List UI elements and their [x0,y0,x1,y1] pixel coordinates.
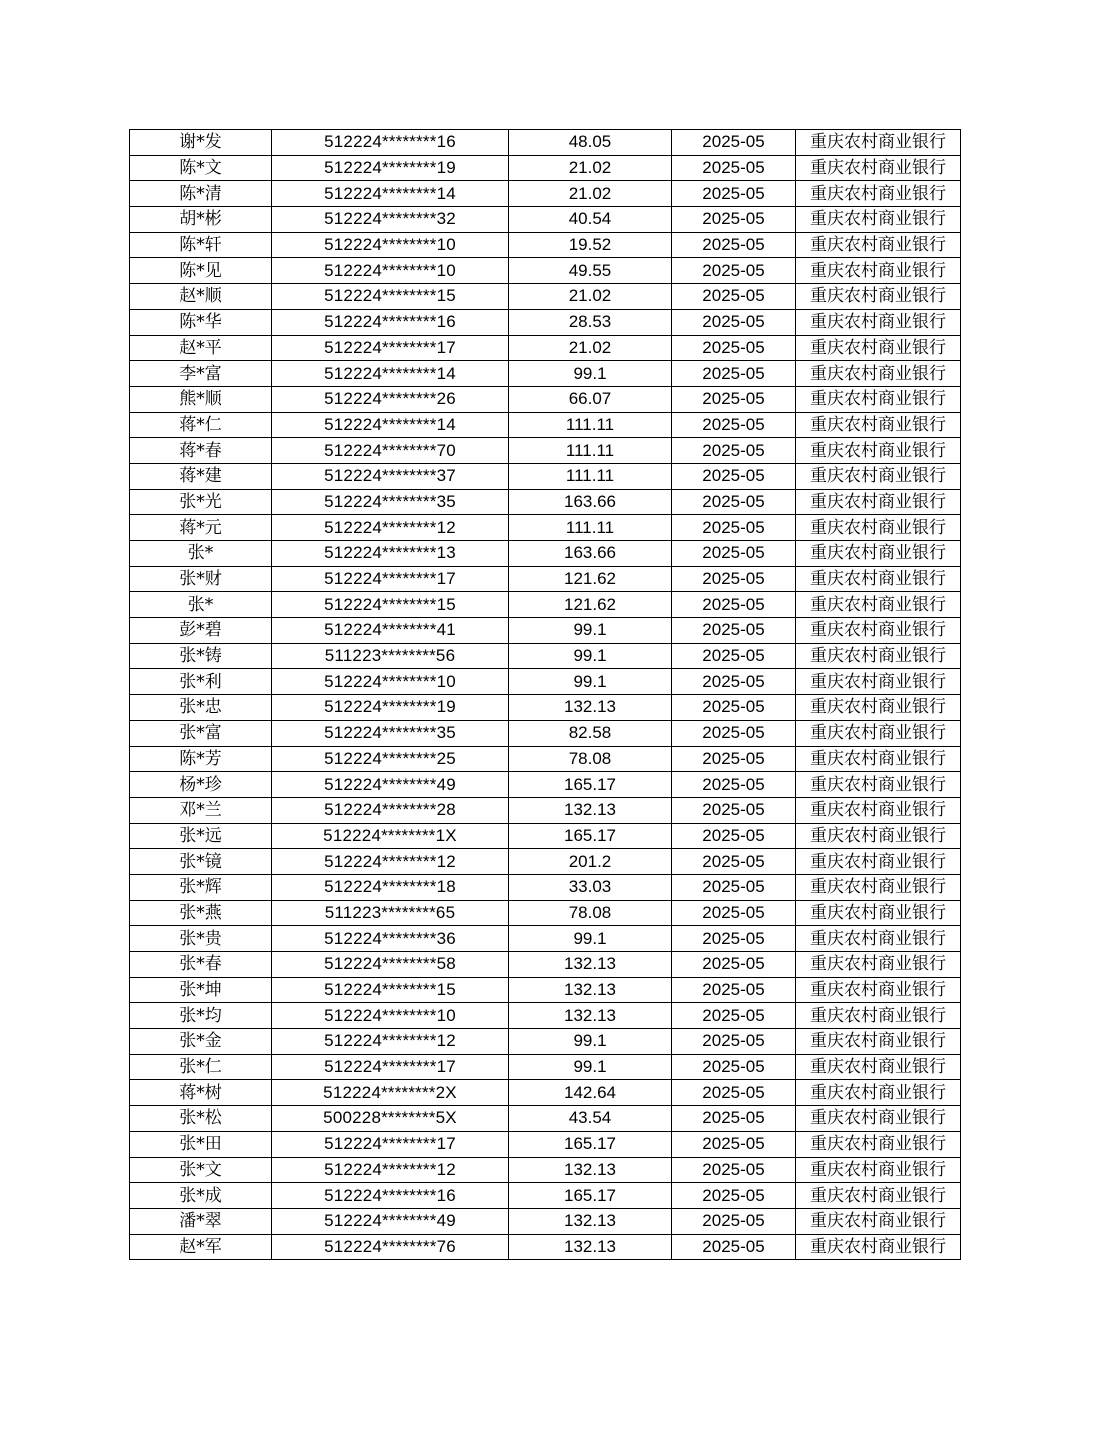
table-row [130,1080,961,1106]
table-row [130,849,961,875]
cell-name: 李*富 [130,361,272,387]
cell-id-number: 512224********10 [272,232,509,258]
cell-amount: 121.62 [509,592,672,618]
cell-id-number: 512224********10 [272,1003,509,1029]
cell-bank: 重庆农村商业银行 [796,130,961,156]
table-row [130,207,961,233]
cell-id-number: 512224********36 [272,926,509,952]
cell-name: 张*均 [130,1003,272,1029]
cell-bank: 重庆农村商业银行 [796,1157,961,1183]
table-row [130,335,961,361]
cell-amount: 99.1 [509,618,672,644]
table-row [130,515,961,541]
cell-id-number: 500228********5X [272,1106,509,1132]
cell-bank: 重庆农村商业银行 [796,361,961,387]
cell-id-number: 512224********13 [272,541,509,567]
cell-name: 蒋*春 [130,438,272,464]
cell-amount: 43.54 [509,1106,672,1132]
cell-amount: 142.64 [509,1080,672,1106]
cell-bank: 重庆农村商业银行 [796,669,961,695]
cell-id-number: 512224********76 [272,1234,509,1260]
cell-amount: 163.66 [509,489,672,515]
cell-period: 2025-05 [672,1208,796,1234]
cell-period: 2025-05 [672,849,796,875]
cell-id-number: 512224********28 [272,797,509,823]
cell-bank: 重庆农村商业银行 [796,592,961,618]
cell-amount: 78.08 [509,746,672,772]
cell-id-number: 512224********35 [272,720,509,746]
table-row [130,823,961,849]
cell-name: 彭*碧 [130,618,272,644]
table-row [130,284,961,310]
cell-name: 张*远 [130,823,272,849]
cell-name: 蒋*建 [130,463,272,489]
table-row [130,258,961,284]
cell-name: 潘*翠 [130,1208,272,1234]
cell-id-number: 512224********41 [272,618,509,644]
cell-name: 张*燕 [130,900,272,926]
cell-id-number: 512224********58 [272,952,509,978]
cell-name: 赵*平 [130,335,272,361]
cell-amount: 163.66 [509,541,672,567]
cell-bank: 重庆农村商业银行 [796,849,961,875]
table-row [130,618,961,644]
cell-id-number: 512224********10 [272,258,509,284]
table-row [130,669,961,695]
cell-period: 2025-05 [672,695,796,721]
cell-bank: 重庆农村商业银行 [796,746,961,772]
cell-id-number: 511223********56 [272,643,509,669]
cell-name: 张*成 [130,1183,272,1209]
cell-amount: 121.62 [509,566,672,592]
cell-period: 2025-05 [672,1054,796,1080]
cell-id-number: 512224********12 [272,849,509,875]
cell-bank: 重庆农村商业银行 [796,284,961,310]
cell-id-number: 512224********15 [272,977,509,1003]
cell-id-number: 512224********2X [272,1080,509,1106]
cell-period: 2025-05 [672,977,796,1003]
table-row [130,1208,961,1234]
cell-amount: 99.1 [509,643,672,669]
cell-period: 2025-05 [672,720,796,746]
cell-period: 2025-05 [672,258,796,284]
cell-name: 张*松 [130,1106,272,1132]
cell-period: 2025-05 [672,284,796,310]
cell-bank: 重庆农村商业银行 [796,874,961,900]
cell-id-number: 512224********14 [272,181,509,207]
cell-amount: 78.08 [509,900,672,926]
cell-name: 张* [130,592,272,618]
cell-bank: 重庆农村商业银行 [796,1234,961,1260]
cell-bank: 重庆农村商业银行 [796,618,961,644]
cell-period: 2025-05 [672,874,796,900]
cell-id-number: 512224********16 [272,130,509,156]
subsidy-roster-table [129,129,961,1260]
cell-period: 2025-05 [672,952,796,978]
cell-amount: 111.11 [509,515,672,541]
cell-period: 2025-05 [672,309,796,335]
cell-id-number: 512224********35 [272,489,509,515]
cell-bank: 重庆农村商业银行 [796,772,961,798]
cell-period: 2025-05 [672,746,796,772]
table-row [130,155,961,181]
cell-id-number: 512224********49 [272,772,509,798]
cell-bank: 重庆农村商业银行 [796,900,961,926]
cell-name: 蒋*仁 [130,412,272,438]
cell-period: 2025-05 [672,438,796,464]
table-row [130,232,961,258]
table-row [130,489,961,515]
cell-bank: 重庆农村商业银行 [796,386,961,412]
table-row [130,386,961,412]
cell-amount: 66.07 [509,386,672,412]
cell-period: 2025-05 [672,592,796,618]
cell-name: 张*忠 [130,695,272,721]
cell-amount: 111.11 [509,438,672,464]
cell-id-number: 512224********16 [272,309,509,335]
cell-amount: 48.05 [509,130,672,156]
table-row [130,412,961,438]
cell-bank: 重庆农村商业银行 [796,541,961,567]
cell-name: 陈*华 [130,309,272,335]
cell-amount: 132.13 [509,977,672,1003]
table-row [130,1003,961,1029]
cell-period: 2025-05 [672,463,796,489]
cell-amount: 49.55 [509,258,672,284]
cell-amount: 99.1 [509,1054,672,1080]
table-row [130,1234,961,1260]
cell-period: 2025-05 [672,1131,796,1157]
table-row [130,952,961,978]
cell-name: 陈*轩 [130,232,272,258]
cell-amount: 132.13 [509,1234,672,1260]
cell-period: 2025-05 [672,489,796,515]
cell-id-number: 512224********16 [272,1183,509,1209]
cell-period: 2025-05 [672,1003,796,1029]
cell-name: 陈*芳 [130,746,272,772]
cell-period: 2025-05 [672,797,796,823]
cell-bank: 重庆农村商业银行 [796,643,961,669]
cell-id-number: 512224********1X [272,823,509,849]
cell-amount: 99.1 [509,361,672,387]
table-row [130,695,961,721]
cell-amount: 33.03 [509,874,672,900]
cell-amount: 132.13 [509,1157,672,1183]
cell-name: 张*坤 [130,977,272,1003]
cell-bank: 重庆农村商业银行 [796,1183,961,1209]
table-row [130,130,961,156]
cell-id-number: 512224********32 [272,207,509,233]
cell-period: 2025-05 [672,643,796,669]
cell-amount: 28.53 [509,309,672,335]
cell-period: 2025-05 [672,1080,796,1106]
cell-id-number: 512224********15 [272,592,509,618]
table-row [130,1106,961,1132]
cell-bank: 重庆农村商业银行 [796,1131,961,1157]
cell-amount: 132.13 [509,952,672,978]
cell-name: 张*文 [130,1157,272,1183]
table-row [130,746,961,772]
cell-period: 2025-05 [672,130,796,156]
cell-bank: 重庆农村商业银行 [796,566,961,592]
cell-bank: 重庆农村商业银行 [796,1054,961,1080]
cell-name: 赵*军 [130,1234,272,1260]
cell-name: 张*田 [130,1131,272,1157]
cell-period: 2025-05 [672,566,796,592]
cell-name: 谢*发 [130,130,272,156]
table-row [130,361,961,387]
cell-amount: 132.13 [509,1003,672,1029]
cell-period: 2025-05 [672,772,796,798]
cell-bank: 重庆农村商业银行 [796,258,961,284]
cell-period: 2025-05 [672,181,796,207]
cell-name: 张*贵 [130,926,272,952]
table-row [130,566,961,592]
table-row [130,1029,961,1055]
cell-bank: 重庆农村商业银行 [796,181,961,207]
cell-bank: 重庆农村商业银行 [796,1106,961,1132]
table-row [130,797,961,823]
cell-name: 张*镜 [130,849,272,875]
cell-amount: 19.52 [509,232,672,258]
table-row [130,926,961,952]
roster-table-body [130,130,961,1260]
cell-name: 蒋*树 [130,1080,272,1106]
cell-id-number: 512224********19 [272,695,509,721]
cell-amount: 82.58 [509,720,672,746]
cell-amount: 21.02 [509,155,672,181]
table-row [130,541,961,567]
cell-period: 2025-05 [672,1157,796,1183]
cell-id-number: 512224********12 [272,515,509,541]
cell-bank: 重庆农村商业银行 [796,977,961,1003]
cell-amount: 165.17 [509,823,672,849]
cell-period: 2025-05 [672,412,796,438]
cell-id-number: 512224********14 [272,412,509,438]
cell-period: 2025-05 [672,335,796,361]
cell-period: 2025-05 [672,1029,796,1055]
cell-bank: 重庆农村商业银行 [796,1003,961,1029]
cell-amount: 21.02 [509,284,672,310]
table-row [130,1157,961,1183]
cell-period: 2025-05 [672,1183,796,1209]
cell-period: 2025-05 [672,926,796,952]
cell-id-number: 512224********12 [272,1029,509,1055]
cell-name: 赵*顺 [130,284,272,310]
cell-name: 陈*清 [130,181,272,207]
cell-id-number: 512224********10 [272,669,509,695]
cell-bank: 重庆农村商业银行 [796,926,961,952]
cell-amount: 165.17 [509,1131,672,1157]
cell-name: 熊*顺 [130,386,272,412]
table-row [130,438,961,464]
cell-period: 2025-05 [672,207,796,233]
cell-name: 张*富 [130,720,272,746]
table-row [130,1054,961,1080]
cell-name: 张*财 [130,566,272,592]
cell-period: 2025-05 [672,618,796,644]
cell-id-number: 512224********17 [272,1054,509,1080]
cell-bank: 重庆农村商业银行 [796,797,961,823]
cell-bank: 重庆农村商业银行 [796,695,961,721]
cell-bank: 重庆农村商业银行 [796,155,961,181]
cell-period: 2025-05 [672,823,796,849]
cell-name: 胡*彬 [130,207,272,233]
cell-amount: 99.1 [509,926,672,952]
cell-id-number: 512224********17 [272,1131,509,1157]
cell-bank: 重庆农村商业银行 [796,232,961,258]
cell-amount: 111.11 [509,412,672,438]
cell-id-number: 512224********25 [272,746,509,772]
cell-id-number: 512224********17 [272,566,509,592]
table-row [130,1131,961,1157]
cell-bank: 重庆农村商业银行 [796,207,961,233]
table-row [130,772,961,798]
cell-name: 蒋*元 [130,515,272,541]
cell-id-number: 512224********17 [272,335,509,361]
cell-id-number: 512224********15 [272,284,509,310]
cell-period: 2025-05 [672,900,796,926]
cell-name: 陈*见 [130,258,272,284]
cell-bank: 重庆农村商业银行 [796,952,961,978]
cell-period: 2025-05 [672,386,796,412]
cell-amount: 21.02 [509,335,672,361]
cell-id-number: 512224********19 [272,155,509,181]
cell-bank: 重庆农村商业银行 [796,720,961,746]
cell-bank: 重庆农村商业银行 [796,1208,961,1234]
cell-id-number: 512224********26 [272,386,509,412]
cell-period: 2025-05 [672,361,796,387]
cell-amount: 21.02 [509,181,672,207]
cell-id-number: 512224********12 [272,1157,509,1183]
cell-name: 张* [130,541,272,567]
cell-period: 2025-05 [672,515,796,541]
table-row [130,309,961,335]
cell-name: 张*铸 [130,643,272,669]
cell-period: 2025-05 [672,1234,796,1260]
cell-bank: 重庆农村商业银行 [796,438,961,464]
table-row [130,1183,961,1209]
cell-period: 2025-05 [672,541,796,567]
cell-bank: 重庆农村商业银行 [796,1080,961,1106]
cell-bank: 重庆农村商业银行 [796,412,961,438]
cell-name: 张*利 [130,669,272,695]
cell-id-number: 512224********37 [272,463,509,489]
cell-period: 2025-05 [672,155,796,181]
cell-bank: 重庆农村商业银行 [796,823,961,849]
table-row [130,900,961,926]
cell-id-number: 512224********18 [272,874,509,900]
cell-id-number: 512224********14 [272,361,509,387]
cell-bank: 重庆农村商业银行 [796,463,961,489]
table-row [130,720,961,746]
cell-amount: 132.13 [509,797,672,823]
cell-bank: 重庆农村商业银行 [796,489,961,515]
table-row [130,592,961,618]
cell-amount: 111.11 [509,463,672,489]
cell-name: 张*春 [130,952,272,978]
cell-amount: 40.54 [509,207,672,233]
cell-period: 2025-05 [672,232,796,258]
cell-period: 2025-05 [672,669,796,695]
cell-amount: 132.13 [509,1208,672,1234]
cell-amount: 99.1 [509,669,672,695]
cell-bank: 重庆农村商业银行 [796,309,961,335]
cell-name: 邓*兰 [130,797,272,823]
cell-name: 陈*文 [130,155,272,181]
cell-name: 杨*珍 [130,772,272,798]
cell-amount: 201.2 [509,849,672,875]
cell-amount: 132.13 [509,695,672,721]
cell-bank: 重庆农村商业银行 [796,1029,961,1055]
cell-name: 张*光 [130,489,272,515]
table-row [130,643,961,669]
cell-name: 张*仁 [130,1054,272,1080]
cell-id-number: 511223********65 [272,900,509,926]
cell-period: 2025-05 [672,1106,796,1132]
table-row [130,874,961,900]
cell-name: 张*金 [130,1029,272,1055]
cell-name: 张*辉 [130,874,272,900]
cell-id-number: 512224********49 [272,1208,509,1234]
cell-bank: 重庆农村商业银行 [796,335,961,361]
table-row [130,181,961,207]
cell-amount: 99.1 [509,1029,672,1055]
cell-amount: 165.17 [509,1183,672,1209]
cell-id-number: 512224********70 [272,438,509,464]
table-row [130,463,961,489]
cell-bank: 重庆农村商业银行 [796,515,961,541]
cell-amount: 165.17 [509,772,672,798]
table-row [130,977,961,1003]
